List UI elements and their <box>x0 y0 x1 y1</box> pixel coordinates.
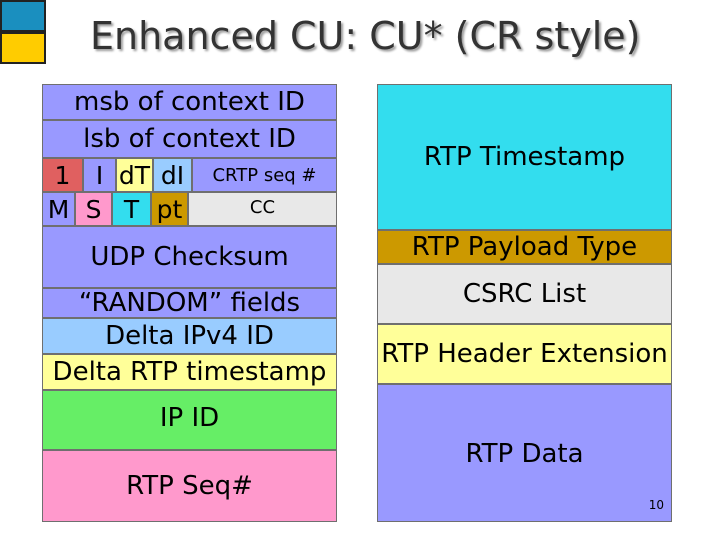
page-number: 10 <box>648 498 664 512</box>
bit-pt <box>151 192 188 226</box>
bit-m-label: M <box>47 194 70 224</box>
cc-label: CC <box>249 197 276 218</box>
rtp-data-field <box>377 384 672 522</box>
rtp-header-extension-field <box>377 324 672 384</box>
delta-rtp-timestamp-label: Delta RTP timestamp <box>52 357 327 387</box>
bit-i-label: I <box>95 160 104 190</box>
bit-s <box>75 192 112 226</box>
bit-m <box>42 192 75 226</box>
bit-t <box>112 192 151 226</box>
bit-t-label: T <box>123 194 140 224</box>
bit-dt <box>116 158 153 192</box>
decor-square-yellow <box>0 32 46 64</box>
bit-i <box>83 158 116 192</box>
rtp-payload-type-field <box>377 230 672 264</box>
rtp-timestamp-label: RTP Timestamp <box>423 142 626 172</box>
rtp-timestamp-field <box>377 84 672 230</box>
delta-rtp-timestamp-field <box>42 354 337 390</box>
lsb-context-id-field <box>42 120 337 158</box>
bit-one <box>42 158 83 192</box>
msb-context-id-label: msb of context ID <box>74 87 305 117</box>
delta-ipv4-id-label: Delta IPv4 ID <box>105 321 274 351</box>
lsb-context-id-label: lsb of context ID <box>83 124 296 154</box>
delta-ipv4-id-field <box>42 318 337 354</box>
csrc-list-field <box>377 264 672 324</box>
udp-checksum-field <box>42 226 337 288</box>
bit-pt-label: pt <box>156 194 183 224</box>
decor-square-blue <box>0 0 46 32</box>
csrc-list-label: CSRC List <box>462 279 587 309</box>
left-packet <box>42 84 337 522</box>
rtp-data-label: RTP Data <box>465 439 584 469</box>
rtp-seq-label: RTP Seq# <box>126 471 253 501</box>
bit-s-label: S <box>85 194 102 224</box>
bit-dt-label: dT <box>118 160 151 190</box>
bit-di <box>153 158 192 192</box>
ip-id-label: IP ID <box>159 403 220 433</box>
right-packet <box>377 84 672 522</box>
random-fields-label: “RANDOM” fields <box>78 288 301 318</box>
crtp-seq-label: CRTP seq # <box>212 164 317 186</box>
bit-di-label: dI <box>160 160 185 190</box>
bit-one-label: 1 <box>54 160 71 190</box>
slide-title: Enhanced CU: CU* (CR style) <box>90 14 641 58</box>
crtp-seq-field <box>192 158 337 192</box>
msb-context-id-field <box>42 84 337 120</box>
rtp-seq-field <box>42 450 337 522</box>
cc-field <box>188 192 337 226</box>
rtp-header-extension-label: RTP Header Extension <box>381 339 668 369</box>
ip-id-field <box>42 390 337 450</box>
udp-checksum-label: UDP Checksum <box>90 242 289 272</box>
rtp-payload-type-label: RTP Payload Type <box>411 232 638 262</box>
random-fields-field <box>42 288 337 318</box>
